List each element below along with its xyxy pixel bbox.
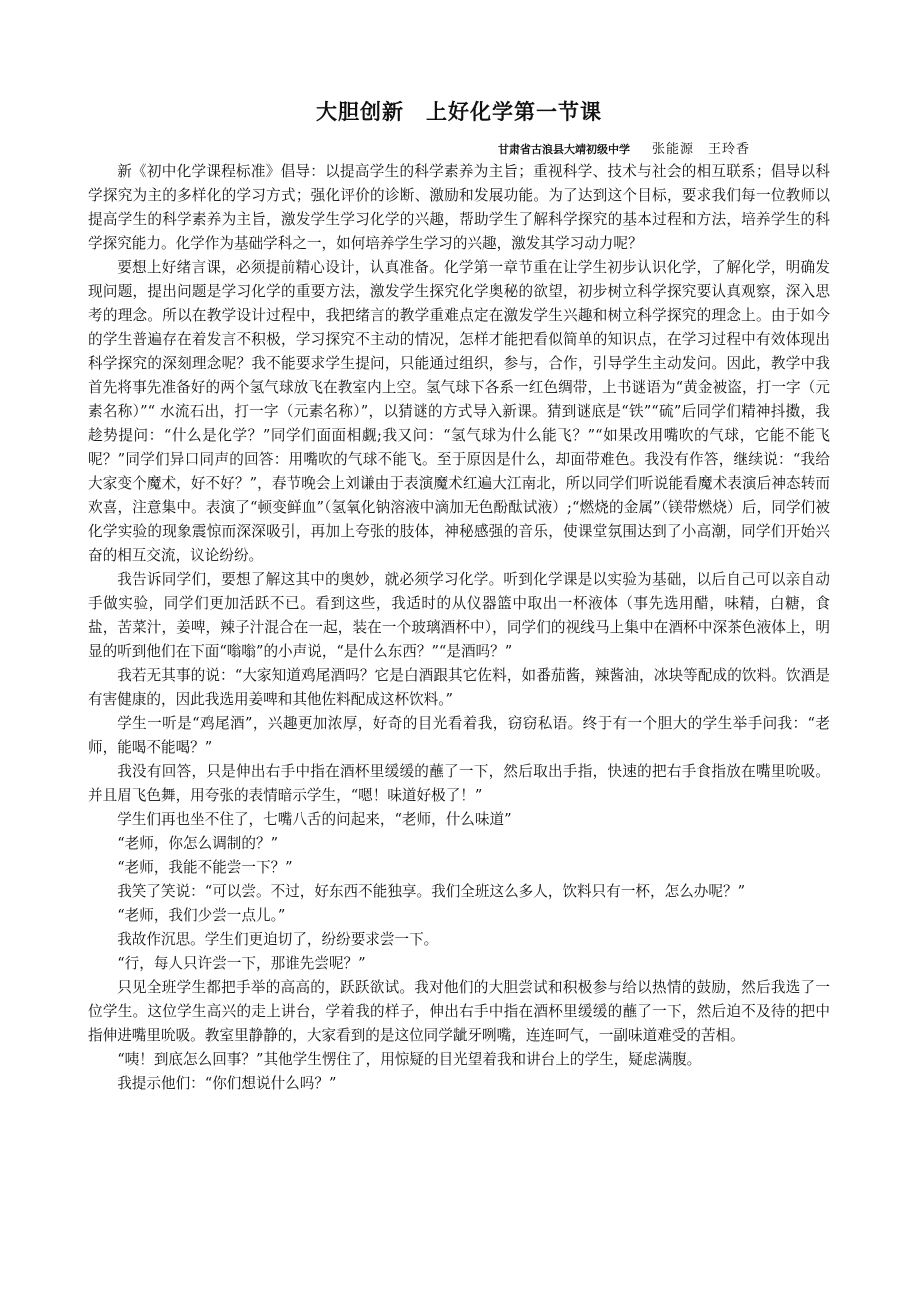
- byline: [88, 139, 830, 160]
- article-body: [88, 160, 830, 1096]
- author-names: 张能源 王玲香: [651, 142, 750, 157]
- document-page: [88, 95, 830, 1096]
- paragraph: 要想上好绪言课，必须提前精心设计，认真准备。化学第一章节重在让学生初步认识化学，了解化学，明确发现问题，提出问题是学习化学的重要方法，激发学生探究化学奥秘的欲望，初步树立科学探究要认真观察，深入思考的理念。所以在教学设计过程中，我把绪言的教学重难点定在激发学生兴趣和树立科学探究的理念上。由于如今的学生普遍存在着发言不积极，学习探究不主动的情况，怎样才能把看似简单的知识点，在学习过程中有效体现出科学探究的深刻理念呢？我不能要求学生提问，只能通过组织，参与，合作，引导学生主动发问。因此，教学中我首先将事先准备好的两个氢气球放飞在教室内上空。氢气球下各系一红色绸带，上书谜语为“黄金被盗，打一字（元素名称）”“ 水流石出，打一字（元素名称）”，以猜谜的方式导入新课。猜到谜底是“铁”“硫”后同学们精神抖擞，我趁势提问：“什么是化学？”同学们面面相觑;我又问：“氢气球为什么能飞？”“如果改用嘴吹的气球，它能不能飞呢？”同学们异口同声的回答：用嘴吹的气球不能飞。至于原因是什么，却面带难色。我没有作答，继续说：“我给大家变个魔术，好不好？”，春节晚会上刘谦由于表演魔术红遍大江南北，所以同学们听说能看魔术表演后神态转而欢喜，注意集中。表演了“顿变鲜血”（氢氧化钠溶液中滴加无色酚酞试液）;“燃烧的金属”（镁带燃烧）后，同学们被化学实验的现象震惊而深深吸引，再加上夸张的肢体，神秘感强的音乐，使课堂氛围达到了小高潮，同学们开始兴奋的相互交流，议论纷纷。: [88, 259, 830, 564]
- paragraph: 新《初中化学课程标准》倡导：以提高学生的科学素养为主旨；重视科学、技术与社会的相互联系；倡导以科学探究为主的多样化的学习方式；强化评价的诊断、激励和发展功能。为了达到这个目标，要求我们每一位教师以提高学生的科学素养为主旨，激发学生学习化学的兴趣，帮助学生了解科学探究的基本过程和方法，培养学生的科学探究能力。化学作为基础学科之一，如何培养学生学习的兴趣，激发其学习动力呢？: [88, 163, 830, 252]
- paragraph: “老师，我能不能尝一下？”: [117, 859, 293, 876]
- paragraph: “咦！到底怎么回事？”其他学生愣住了，用惊疑的目光望着我和讲台上的学生，疑虑满腹。: [117, 1051, 702, 1068]
- paragraph: 我告诉同学们，要想了解这其中的奥妙，就必须学习化学。听到化学课是以实验为基础，以后自己可以亲自动手做实验，同学们更加活跃不已。看到这些，我适时的从仪器篮中取出一杯液体（事先选用醋，味精，白糖，食盐，苦菜汁，姜啤，辣子汁混合在一起，装在一个玻璃酒杯中），同学们的视线马上集中在酒杯中深茶色液体上，明显的听到他们在下面“嗡嗡”的小声说，“是什么东西？”“是酒吗？”: [88, 571, 830, 660]
- paragraph: “老师，你怎么调制的？”: [117, 835, 279, 852]
- paragraph: 我提示他们：“你们想说什么吗？”: [117, 1075, 337, 1092]
- paragraph: 只见全班学生都把手举的高高的，跃跃欲试。我对他们的大胆尝试和积极参与给以热情的鼓励，然后我选了一位学生。这位学生高兴的走上讲台，学着我的样子，伸出右手中指在酒杯里缓缓的蘸了一下，然后迫不及待的把中指伸进嘴里吮吸。教室里静静的，大家看到的是这位同学龇牙咧嘴，连连呵气，一副味道难受的苦相。: [88, 979, 830, 1044]
- paragraph: 学生们再也坐不住了，七嘴八舌的问起来，“老师，什么味道”: [117, 811, 512, 828]
- paragraph: 我笑了笑说：“可以尝。不过，好东西不能独享。我们全班这么多人，饮料只有一杯，怎么办呢？”: [117, 883, 746, 900]
- school-name: 甘肃省古浪县大靖初级中学: [497, 143, 630, 156]
- paragraph: 学生一听是“鸡尾酒”，兴趣更加浓厚，好奇的目光看着我，窃窃私语。终于有一个胆大的学生举手问我：“老师，能喝不能喝？”: [88, 715, 830, 756]
- paragraph: “行，每人只许尝一下，那谁先尝呢？”: [117, 955, 366, 972]
- paragraph: “老师，我们少尝一点儿。”: [117, 907, 286, 924]
- paragraph: 我故作沉思。学生们更迫切了，纷纷要求尝一下。: [117, 931, 439, 948]
- paragraph: 我没有回答，只是伸出右手中指在酒杯里缓缓的蘸了一下，然后取出手指，快速的把右手食指放在嘴里吮吸。并且眉飞色舞，用夸张的表情暗示学生，“嗯！味道好极了！”: [88, 763, 830, 804]
- paragraph: 我若无其事的说：“大家知道鸡尾酒吗？它是白酒跟其它佐料，如番茄酱，辣酱油，冰块等配成的饮料。饮酒是有害健康的，因此我选用姜啤和其他佐料配成这杯饮料。”: [88, 667, 830, 708]
- article-title: 大胆创新 上好化学第一节课: [316, 100, 602, 124]
